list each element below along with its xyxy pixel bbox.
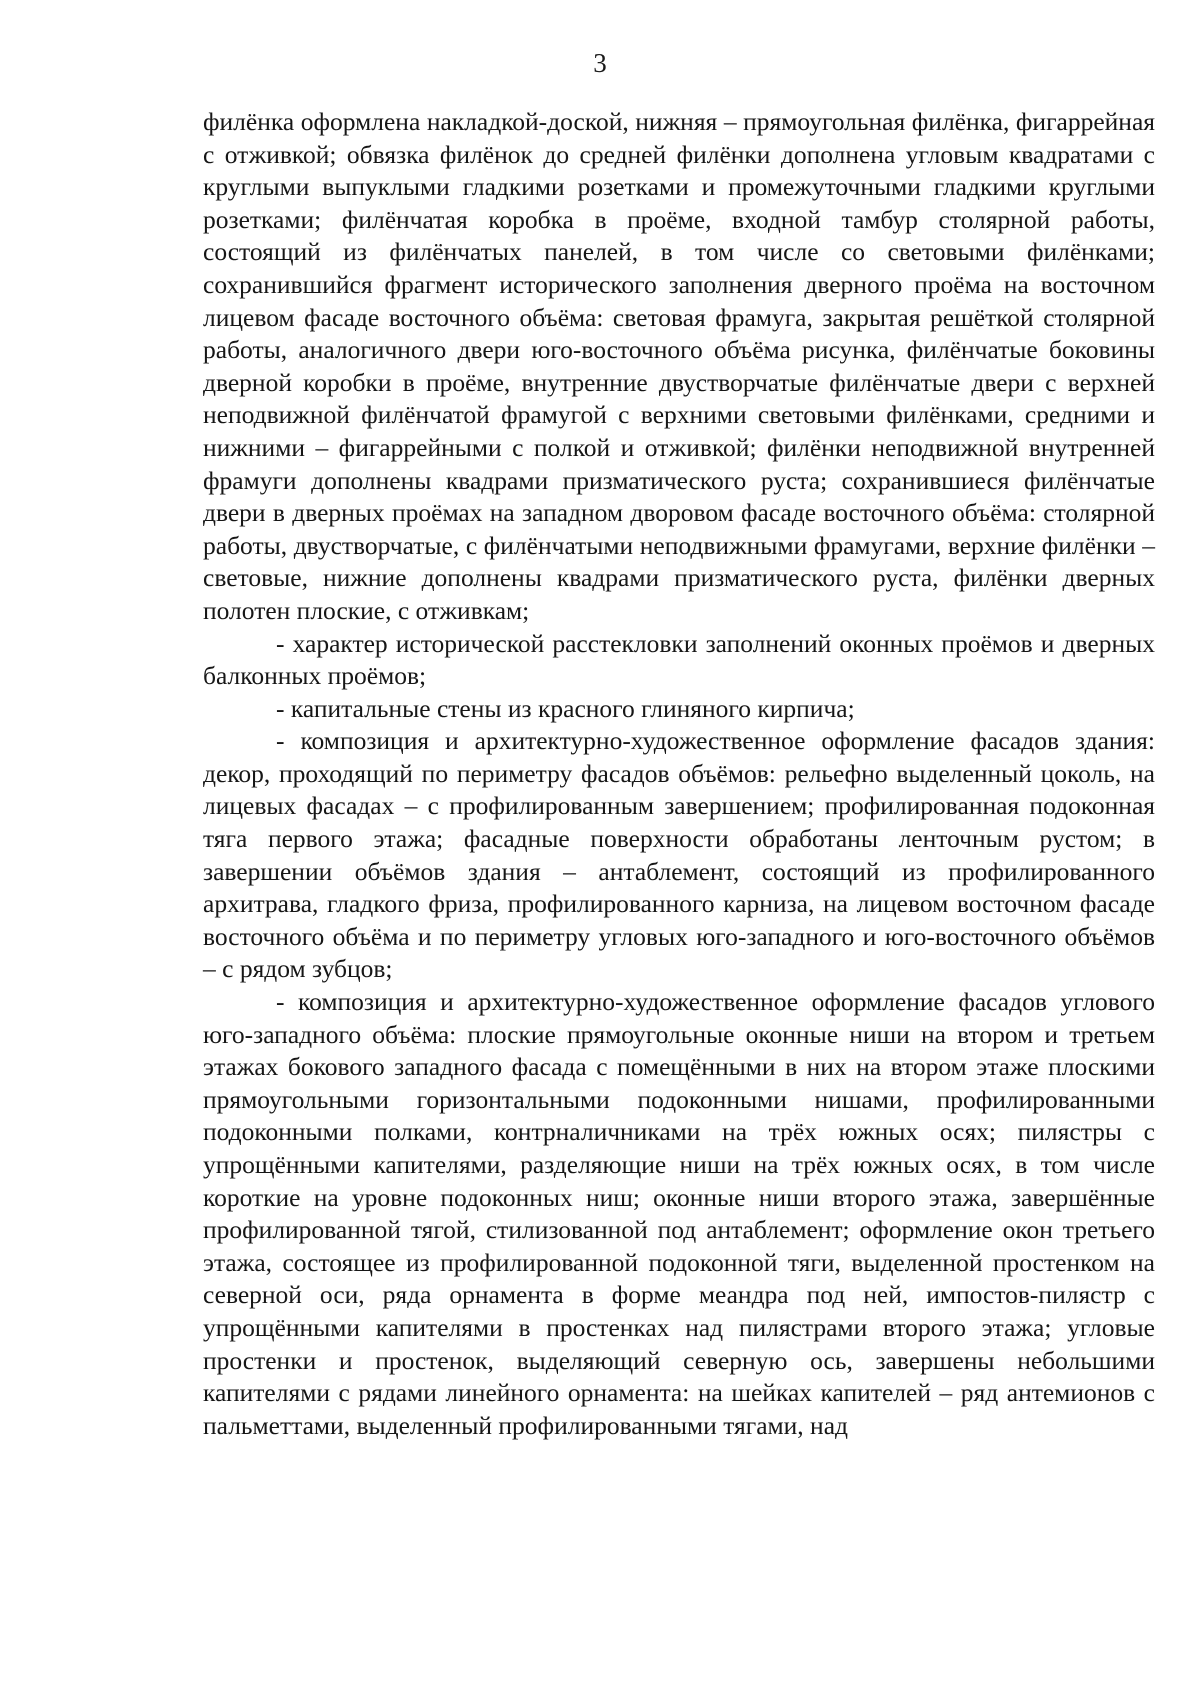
paragraph-5: - композиция и архитектурно-художественное оформление фасадов углового юго-западного объёма: плоские прямоугольные оконные ниши на втором и третьем этажах бокового западного фасада с помещёнными в них на втором этаже плоскими прямоугольными горизонтальными подоконными нишами, профилированными подоконными полками, контрналичниками на трёх южных осях; пилястры с упрощёнными капителями, разделяющие ниши на трёх южных осях, в том числе короткие на уровне подоконных ниш; оконные ниши второго этажа, завершённые профилированной тягой, стилизованной под антаблемент; оформление окон третьего этажа, состоящее из профилированной подоконной тяги, выделенной простенком на северной оси, ряда орнамента в форме меандра под ней, импостов-пилястр с упрощёнными капителями в простенках над пилястрами второго этажа; угловые простенки и простенок, выделяющий северную ось, завершены небольшими капителями с рядами линейного орнамента: на шейках капителей – ряд антемионов с пальметтами, выделенный профилированными тягами, над bbox=[203, 987, 1155, 1440]
page-number: 3 bbox=[593, 48, 607, 78]
paragraph-4: - композиция и архитектурно-художественное оформление фасадов здания: декор, проходящий по периметру фасадов объёмов: рельефно выделенный цоколь, на лицевых фасадах – с профилированным завершением; профилированная подоконная тяга первого этажа; фасадные поверхности обработаны ленточным рустом; в завершении объёмов здания – антаблемент, состоящий из профилированного архитрава, гладкого фриза, профилированного карниза, на лицевом восточном фасаде восточного объёма и по периметру угловых юго-западного и юго-восточного объёмов – с рядом зубцов; bbox=[203, 726, 1155, 984]
paragraph-2: - характер исторической расстекловки заполнений оконных проёмов и дверных балконных проёмов; bbox=[203, 628, 1155, 691]
paragraph-3: - капитальные стены из красного глиняного кирпича; bbox=[276, 693, 855, 723]
paragraph-1: филёнка оформлена накладкой-доской, нижняя – прямоугольная филёнка, фигаррейная с отживкой; обвязка филёнок до средней филёнки дополнена угловым квадратами с круглыми выпуклыми гладкими розетками и промежуточными гладкими круглыми розетками; филёнчатая коробка в проёме, входной тамбур столярной работы, состоящий из филёнчатых панелей, в том числе со световыми филёнками; сохранившийся фрагмент исторического заполнения дверного проёма на восточном лицевом фасаде восточного объёма: световая фрамуга, закрытая решёткой столярной работы, аналогичного двери юго-восточного объёма рисунка, филёнчатые боковины дверной коробки в проёме, внутренние двустворчатые филёнчатые двери с верхней неподвижной филёнчатой фрамугой с верхними световыми филёнками, средними и нижними – фигаррейными с полкой и отживкой; филёнки неподвижной внутренней фрамуги дополнены квадрами призматического руста; сохранившиеся филёнчатые двери в дверных проёмах на западном дворовом фасаде восточного объёма: столярной работы, двустворчатые, с филёнчатыми неподвижными фрамугами, верхние филёнки – световые, нижние дополнены квадрами призматического руста, филёнки дверных полотен плоские, с отживкам; bbox=[203, 107, 1155, 625]
document-body bbox=[203, 106, 1155, 1442]
